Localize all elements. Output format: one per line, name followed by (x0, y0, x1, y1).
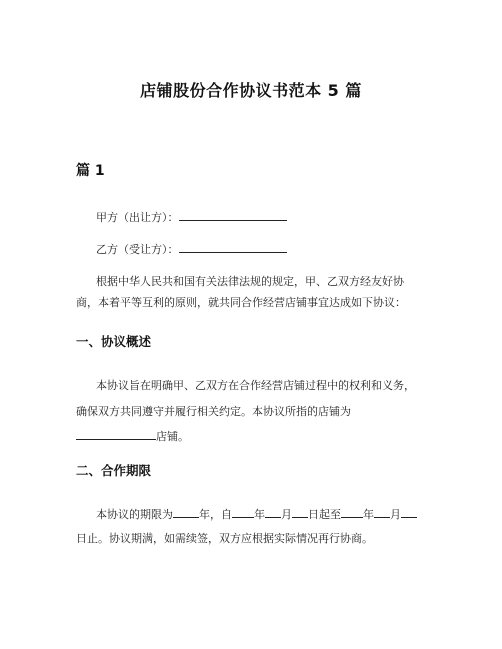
party-b-blank (179, 241, 287, 253)
party-b-label: 乙方（受让方）： (96, 243, 179, 256)
heading-term: 二、合作期限 (76, 463, 152, 478)
party-b-line (96, 241, 287, 257)
term-seg-6: 年 (363, 508, 374, 521)
end-day-blank (401, 506, 417, 518)
term-seg-7: 月 (390, 508, 401, 521)
start-year-blank (232, 506, 254, 518)
party-a-label: 甲方（出让方）： (96, 211, 179, 224)
heading-overview: 一、协议概述 (76, 334, 152, 349)
term-seg-3: 年 (254, 508, 265, 521)
term-line-1 (96, 506, 417, 522)
overview-line-3-suffix: 店铺。 (156, 430, 189, 443)
store-name-blank (76, 428, 156, 440)
term-seg-5: 日起至 (308, 508, 341, 521)
party-a-blank (179, 209, 287, 221)
party-a-line (96, 209, 287, 225)
section-title: 篇 1 (76, 163, 105, 179)
term-seg-1: 本协议的期限为 (96, 508, 173, 521)
overview-line-3 (76, 428, 189, 444)
start-day-blank (292, 506, 308, 518)
start-month-blank (265, 506, 281, 518)
end-month-blank (374, 506, 390, 518)
intro-line-1: 根据中华人民共和国有关法律法规的规定，甲、乙双方经友好协 (96, 275, 404, 288)
document-title: 店铺股份合作协议书范本 5 篇 (140, 81, 362, 100)
overview-line-1: 本协议旨在明确甲、乙双方在合作经营店铺过程中的权利和义务， (96, 379, 415, 392)
overview-line-2: 确保双方共同遵守并履行相关约定。本协议所指的店铺为 (76, 405, 351, 418)
term-line-2: 日止。协议期满，如需续签，双方应根据实际情况再行协商。 (76, 532, 373, 545)
term-seg-2: 年，自 (199, 508, 232, 521)
intro-line-2: 商，本着平等互利的原则，就共同合作经营店铺事宜达成如下协议： (76, 296, 406, 309)
end-year-blank (341, 506, 363, 518)
term-years-blank (173, 506, 199, 518)
term-seg-4: 月 (281, 508, 292, 521)
